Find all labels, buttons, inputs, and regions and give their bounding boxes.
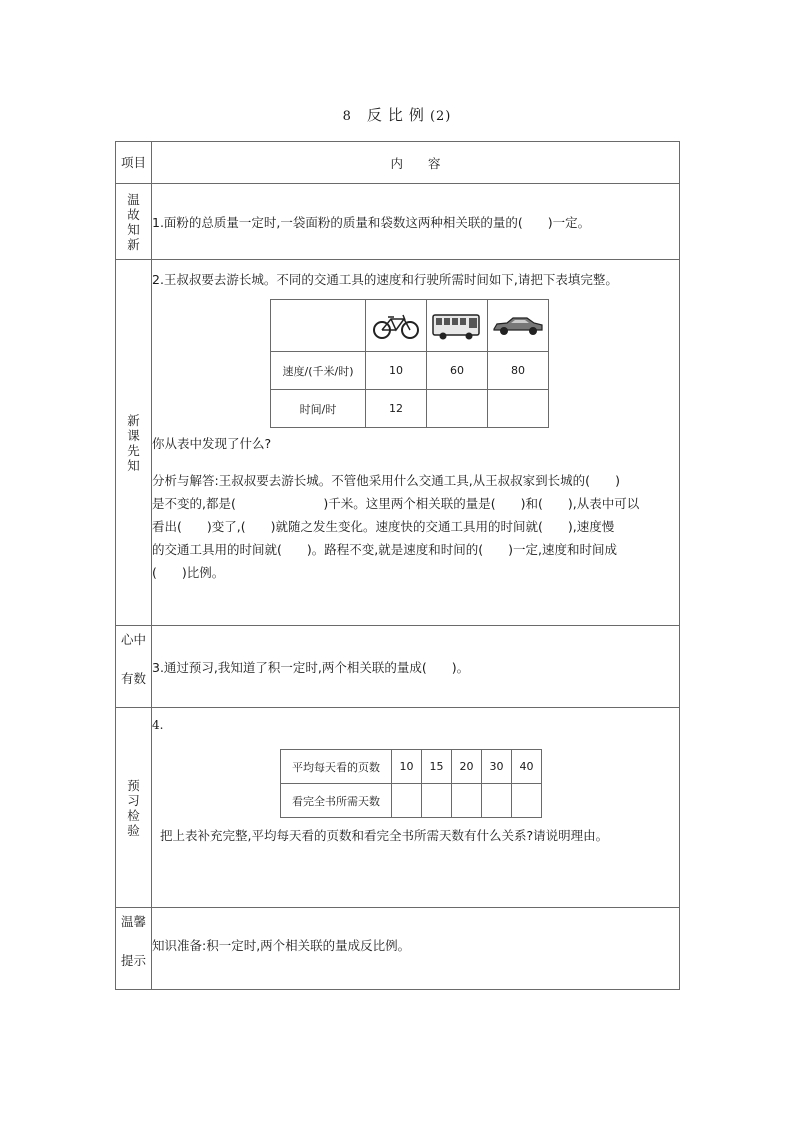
time-car[interactable]: [488, 390, 549, 428]
car-icon: [491, 315, 545, 337]
days-cell[interactable]: [392, 784, 422, 818]
header-content: 内 容: [152, 142, 680, 184]
tip-label: 温馨 提示: [116, 908, 152, 990]
new-lesson-label: 新课先知: [116, 260, 152, 626]
pages-cell: 40: [512, 750, 542, 784]
page-title: [0, 104, 794, 125]
tip-row: [116, 908, 680, 990]
transport-corner: [271, 300, 366, 352]
lesson-table: [115, 141, 680, 990]
lesson-part: (2): [429, 109, 452, 124]
transport-bicycle: [366, 300, 427, 352]
speed-car: 80: [488, 352, 549, 390]
pages-cell: 10: [392, 750, 422, 784]
review-label: 温故知新: [116, 184, 152, 260]
lesson-number: 8: [342, 109, 357, 124]
problem-4-number: 4.: [152, 718, 164, 732]
summary-text: 3.通过预习,我知道了积一定时,两个相关联的量成( )。: [152, 626, 680, 708]
transport-table: [270, 299, 549, 428]
summary-label: 心中 有数: [116, 626, 152, 708]
problem-4-text: 把上表补充完整,平均每天看的页数和看完全书所需天数有什么关系?请说明理由。: [160, 828, 609, 843]
header-row: [116, 142, 680, 184]
analysis-line: 是不变的,都是( )千米。这里两个相关联的量是( )和( ),从表中可以: [152, 496, 640, 511]
problem-2-intro: 2.王叔叔要去游长城。不同的交通工具的速度和行驶所需时间如下,请把下表填完整。: [152, 272, 618, 287]
question-text: 你从表中发现了什么?: [152, 436, 272, 451]
days-cell[interactable]: [512, 784, 542, 818]
days-cell[interactable]: [422, 784, 452, 818]
time-bicycle: 12: [366, 390, 427, 428]
preview-check-row: [116, 708, 680, 908]
speed-bicycle: 10: [366, 352, 427, 390]
pages-cell: 30: [482, 750, 512, 784]
new-lesson-row: [116, 260, 680, 626]
review-text: 1.面粉的总质量一定时,一袋面粉的质量和袋数这两种相关联的量的( )一定。: [152, 184, 680, 260]
speed-label: 速度/(千米/时): [271, 352, 366, 390]
preview-check-content: [152, 708, 680, 908]
pages-cell: 15: [422, 750, 452, 784]
analysis-line: 的交通工具用的时间就( )。路程不变,就是速度和时间的( )一定,速度和时间成: [152, 542, 617, 557]
lesson-title: 反比例: [366, 106, 430, 124]
preview-check-label: 预习检验: [116, 708, 152, 908]
days-cell[interactable]: [452, 784, 482, 818]
pages-cell: 20: [452, 750, 482, 784]
speed-bus: 60: [427, 352, 488, 390]
analysis-line: ( )比例。: [152, 565, 225, 580]
time-label: 时间/时: [271, 390, 366, 428]
new-lesson-content: [152, 260, 680, 626]
days-label: 看完全书所需天数: [281, 784, 392, 818]
transport-bus: [427, 300, 488, 352]
days-cell[interactable]: [482, 784, 512, 818]
bus-icon: [431, 311, 483, 341]
transport-car: [488, 300, 549, 352]
time-bus[interactable]: [427, 390, 488, 428]
pages-label: 平均每天看的页数: [281, 750, 392, 784]
reading-table: [280, 749, 542, 818]
header-item: 项目: [116, 142, 152, 184]
analysis-line: 分析与解答:王叔叔要去游长城。不管他采用什么交通工具,从王叔叔家到长城的( ): [152, 473, 620, 488]
bicycle-icon: [372, 312, 420, 340]
review-row: [116, 184, 680, 260]
tip-text: 知识准备:积一定时,两个相关联的量成反比例。: [152, 908, 680, 990]
summary-row: [116, 626, 680, 708]
analysis-line: 看出( )变了,( )就随之发生变化。速度快的交通工具用的时间就( ),速度慢: [152, 519, 615, 534]
